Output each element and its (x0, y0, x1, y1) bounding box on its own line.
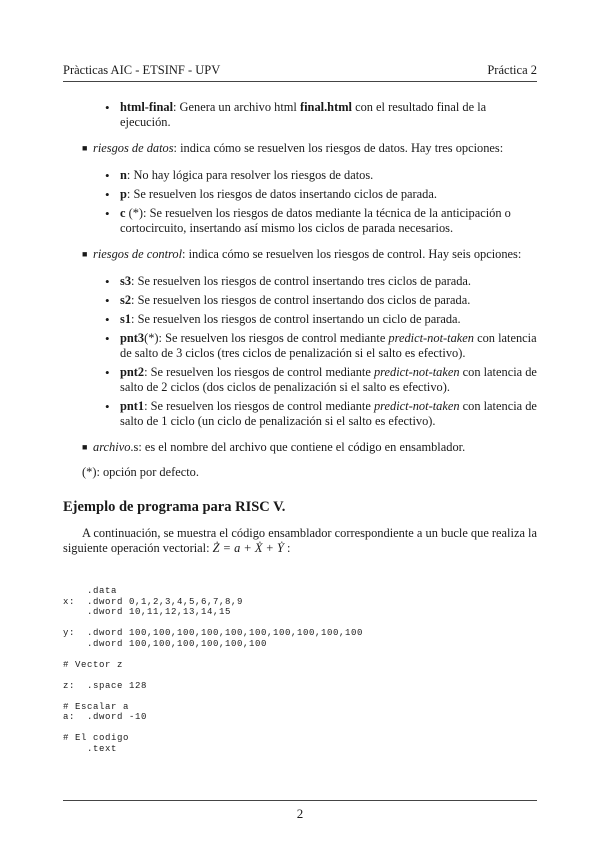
option-key: s2 (120, 293, 132, 307)
page-number: 2 (296, 806, 304, 821)
option-s3 (63, 274, 537, 289)
bullet-icon: • (105, 274, 110, 289)
option-s1 (63, 312, 537, 327)
option-key: c (120, 206, 126, 220)
option-key: p (120, 187, 127, 201)
square-bullet-icon: ■ (82, 143, 88, 153)
option-pnt2 (63, 365, 537, 395)
bullet-icon: • (105, 365, 110, 380)
square-bullet-icon: ■ (82, 442, 88, 452)
option-text: : Se resuelven los riesgos de control mediante (144, 399, 374, 413)
item-term: archivo (93, 440, 131, 454)
paragraph-text: A continuación, se muestra el código ensamblador correspondiente a un bucle que realiza la siguiente operación vectorial: (63, 526, 537, 555)
paragraph-text: : (283, 541, 291, 555)
header-right: Práctica 2 (487, 63, 537, 77)
option-key: pnt3 (120, 331, 145, 345)
item-text: : es el nombre del archivo que contiene el código en ensamblador. (138, 440, 466, 454)
option-emphasis: predict-not-taken (373, 365, 460, 379)
option-text: : Genera un archivo html (173, 100, 300, 114)
option-text: : Se resuelven los riesgos de control insertando tres ciclos de parada. (131, 274, 471, 288)
option-text: : Se resuelven los riesgos de control insertando dos ciclos de parada. (131, 293, 471, 307)
page-header (63, 63, 537, 82)
square-bullet-icon: ■ (82, 249, 88, 259)
option-key: pnt2 (120, 365, 145, 379)
item-term: riesgos de datos (93, 141, 174, 155)
list-item-riesgos-control (63, 247, 537, 262)
option-file: final.html (299, 100, 352, 114)
vector-formula: Ż = a + Ẋ + Ẏ (212, 541, 284, 555)
bullet-icon: • (105, 312, 110, 327)
option-text: : Se resuelven los riesgos de control insertando un ciclo de parada. (131, 312, 461, 326)
option-s2 (63, 293, 537, 308)
option-key: html-final (120, 100, 174, 114)
option-key: pnt1 (120, 399, 145, 413)
option-text: con el resultado final de la ejecución. (120, 100, 487, 129)
option-text: : No hay lógica para resolver los riesgos de datos. (126, 168, 374, 182)
option-pnt1 (63, 399, 537, 429)
item-text: : indica cómo se resuelven los riesgos de control. Hay seis opciones: (182, 247, 522, 261)
footer-rule (63, 800, 537, 801)
option-text: con latencia de salto de 3 ciclos (tres ciclos de penalización si el salto es efectivo). (120, 331, 537, 360)
option-emphasis: predict-not-taken (373, 399, 460, 413)
option-text: (*): Se resuelven los riesgos de control mediante (144, 331, 389, 345)
bullet-icon: • (105, 331, 110, 346)
bullet-icon: • (105, 187, 110, 202)
list-item-riesgos-datos (63, 141, 537, 156)
option-text: (*): Se resuelven los riesgos de datos mediante la técnica de la anticipación o cortocircuito, insertando así mismo los ciclos de parada necesarios. (120, 206, 511, 235)
bullet-icon: • (105, 206, 110, 221)
item-ext: .s (130, 440, 139, 454)
page-body (63, 100, 537, 556)
option-text: con latencia de salto de 1 ciclo (un ciclo de penalización si el salto es efectivo). (120, 399, 537, 428)
option-pnt3 (63, 331, 537, 361)
section-paragraph (63, 526, 537, 556)
header-left: Pràcticas AIC - ETSINF - UPV (63, 63, 221, 77)
list-item-archivo (63, 440, 537, 455)
bullet-icon: • (105, 293, 110, 308)
option-n (63, 168, 537, 183)
section-title: Ejemplo de programa para RISC V. (63, 499, 286, 515)
option-key: s3 (120, 274, 132, 288)
item-term: riesgos de control (93, 247, 183, 261)
default-note: (*): opción por defecto. (82, 465, 199, 479)
bullet-icon: • (105, 168, 110, 183)
option-emphasis: predict-not-taken (388, 331, 474, 345)
option-text: : Se resuelven los riesgos de datos insertando ciclos de parada. (126, 187, 437, 201)
option-text: con latencia de salto de 2 ciclos (dos ciclos de penalización si el salto es efectivo). (120, 365, 537, 394)
code-listing: .data x: .dword 0,1,2,3,4,5,6,7,8,9 .dword 10,11,12,13,14,15 y: .dword 100,100,100,100,100,100,100,100,100,100 .dword 100,100,100,100,100,100 # Vector z z: .space 128 # Escalar a a: .dword -10 # El codigo .text (63, 586, 364, 754)
option-key: s1 (120, 312, 132, 326)
option-text: : Se resuelven los riesgos de control mediante (144, 365, 374, 379)
bullet-icon: • (105, 399, 110, 414)
item-text: : indica cómo se resuelven los riesgos de datos. Hay tres opciones: (173, 141, 504, 155)
bullet-icon: • (105, 100, 110, 115)
option-html-final (63, 100, 537, 130)
option-p (63, 187, 537, 202)
option-c (63, 206, 537, 236)
option-key: n (120, 168, 127, 182)
